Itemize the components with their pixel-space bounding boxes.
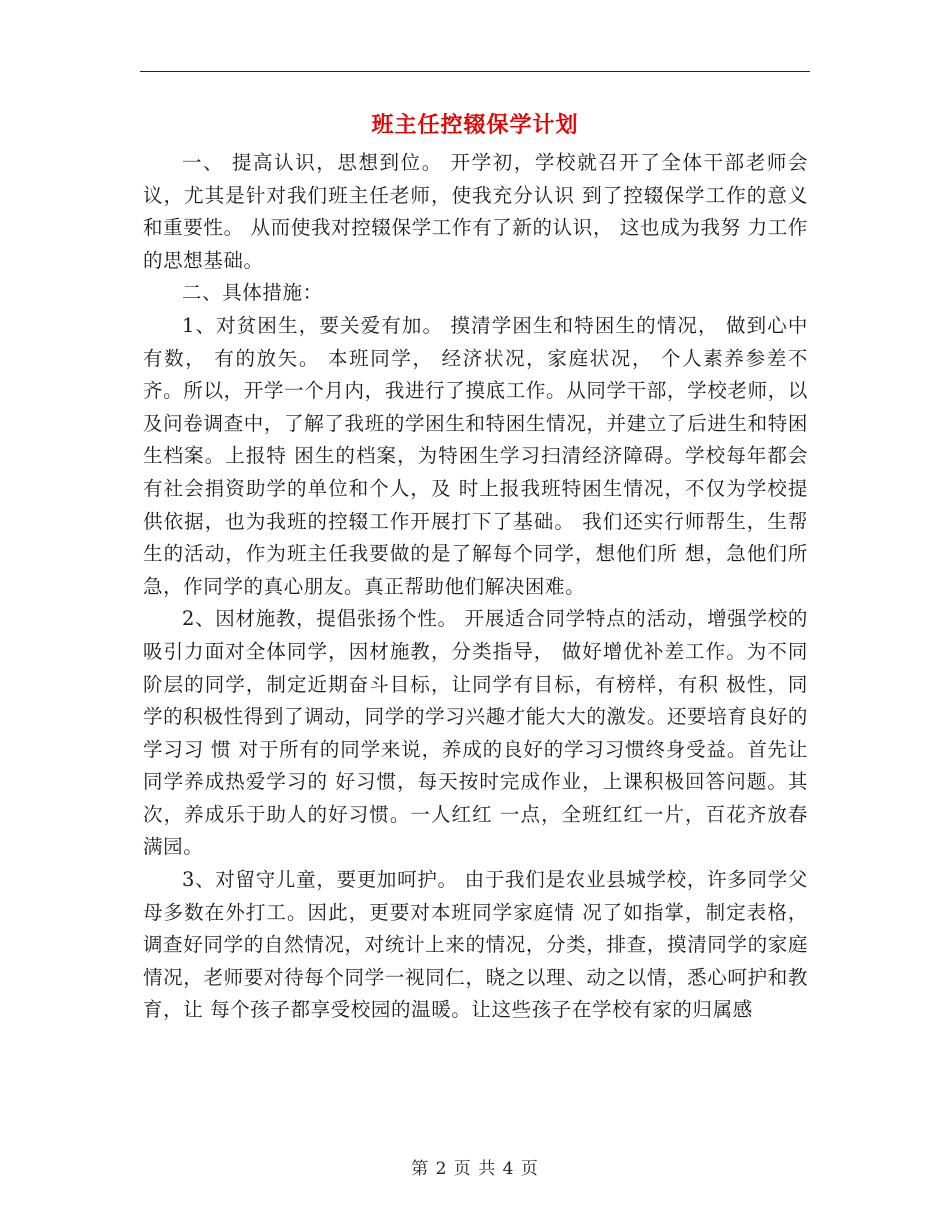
page-footer: 第 2 页 共 4 页 xyxy=(411,1159,539,1179)
paragraph-measure-3: 3、对留守儿童，要更加呵护。 由于我们是农业县城学校，许多同学父母多数在外打工。因此，更要对本班同学家庭情 况了如指掌，制定表格，调查好同学的自然情况，对统计上来的情况，分类，排查，摸清同学的家庭情况，老师要对待每个同学一视同仁，晓之以理、动之以情，悉心呵护和教育，让 每个孩子都享受校园的温暖。让这些孩子在学校有家的归属感 xyxy=(143,868,808,1022)
header-rule xyxy=(140,71,810,72)
document-title: 班主任控辍保学计划 xyxy=(371,112,579,138)
paragraph-measure-1: 1、对贫困生，要关爱有加。 摸清学困生和特困生的情况， 做到心中有数， 有的放矢。 本班同学， 经济状况，家庭状况， 个人素养参差不齐。所以，开学一个月内，我进行了摸底工作。从同学干部，学校老师，以 及问卷调查中，了解了我班的学困生和特困生情况，并建立了后进生和特困生档案。上报特 困生的档案，为特困生学习扫清经济障碍。学校每年都会有社会捐资助学的单位和个人，及 时上报我班特困生情况，不仅为学校提供依据，也为我班的控辍工作开展打下了基础。 我们还实行师帮生，生帮生的活动，作为班主任我要做的是了解每个同学，想他们所 想，急他们所急，作同学的真心朋友。真正帮助他们解决困难。 xyxy=(143,313,808,598)
document-body xyxy=(143,147,808,1027)
paragraph-section-2-heading: 二、具体措施： xyxy=(182,281,323,305)
paragraph-section-1: 一、 提高认识，思想到位。 开学初，学校就召开了全体干部老师会议，尤其是针对我们班主任老师，使我充分认识 到了控辍保学工作的意义和重要性。 从而使我对控辍保学工作有了新的认识， 这也成为我努 力工作的思想基础。 xyxy=(143,151,808,272)
paragraph-measure-2: 2、因材施教，提倡张扬个性。 开展适合同学特点的活动，增强学校的吸引力面对全体同学，因材施教，分类指导， 做好增优补差工作。为不同阶层的同学，制定近期奋斗目标，让同学有目标，有榜样，有积 极性，同学的积极性得到了调动，同学的学习兴趣才能大大的激发。还要培育良好的学习习 惯 对于所有的同学来说，养成的良好的学习习惯终身受益。首先让同学养成热爱学习的 好习惯，每天按时完成作业，上课积极回答问题。其次，养成乐于助人的好习惯。一人红红 一点，全班红红一片，百花齐放春满园。 xyxy=(143,607,808,859)
